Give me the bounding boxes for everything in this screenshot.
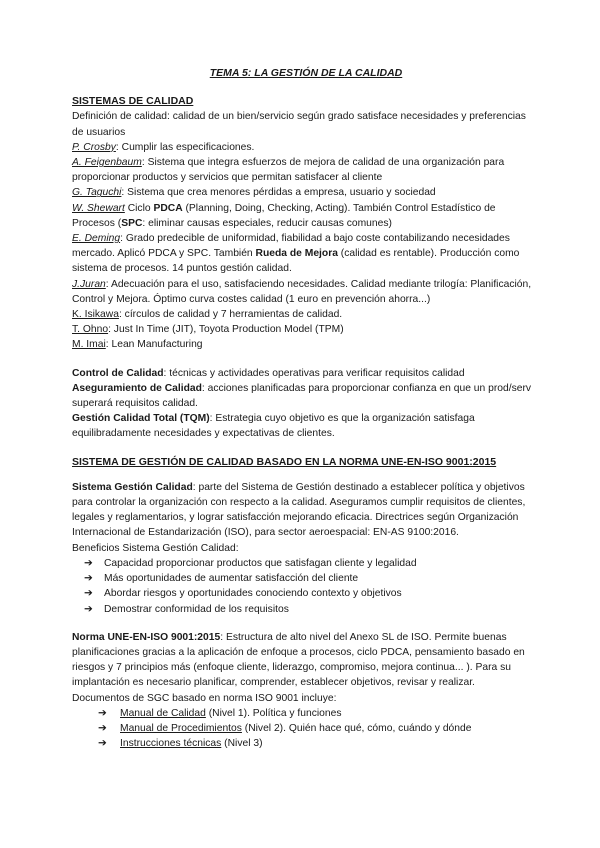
author-name: P. Crosby — [72, 141, 116, 153]
author-name: M. Imai — [72, 339, 106, 351]
arrow-icon: ➔ — [84, 603, 93, 615]
definition-paragraph: Definición de calidad: calidad de un bien/servicio según grado satisface necesidades y preferencias de usuarios — [72, 111, 526, 138]
arrow-icon: ➔ — [84, 573, 93, 585]
author-taguchi: G. Taguchi: Sistema que crea menores pérdidas a empresa, usuario y sociedad — [72, 187, 436, 199]
doc-link[interactable]: Manual de Calidad — [120, 707, 206, 719]
arrow-icon: ➔ — [84, 588, 93, 600]
arrow-icon: ➔ — [98, 707, 107, 719]
author-shewart: W. Shewart Ciclo PDCA (Planning, Doing, Checking, Acting). También Control Estadístico de Procesos (SPC: eliminar causas especiales, reducir causas comunes) — [72, 202, 496, 229]
author-feigenbaum: A. Feigenbaum: Sistema que integra esfuerzos de mejora de calidad de una organización para proporcionar productos y servicios que permitan satisfacer al cliente — [72, 157, 505, 184]
author-name: K. Isikawa — [72, 309, 119, 321]
author-name: E. Deming — [72, 233, 121, 245]
document-page — [72, 66, 540, 751]
author-juran: J.Juran: Adecuación para el uso, satisfaciendo necesidades. Calidad mediante trilogía: Planificación, Control y Mejora. Óptimo curva costes calidad (1 euro en prevención ahorra...) — [72, 278, 532, 305]
sgc-paragraph: Sistema Gestión Calidad: parte del Sistema de Gestión destinado a establecer política y objetivos para controlar la organización con respecto a la calidad. Aseguramos cumplir requisitos de clientes, legales y reglamentarios, y lograr satisfacción mejorando eficacia. Directrices según Organización Internacional de Estandarización (ISO), para sector aeroespacial: EN-AS 9100:2016. — [72, 481, 526, 539]
docs-list — [72, 706, 540, 752]
author-deming: E. Deming: Grado predecible de uniformidad, fiabilidad a bajo coste contabilizando necesidades mercado. Aplicó PDCA y SPC. También Rueda de Mejora (calidad es rentable). Producción como sistema de procesos. 14 puntos gestión calidad. — [72, 233, 520, 275]
list-item: ➔ Manual de Procedimientos (Nivel 2). Quién hace qué, cómo, cuándo y dónde — [76, 721, 540, 736]
doc-link[interactable]: Instrucciones técnicas — [120, 738, 222, 750]
author-name: A. Feigenbaum — [72, 157, 142, 169]
list-item: ➔ Instrucciones técnicas (Nivel 3) — [76, 736, 540, 751]
author-name: T. Ohno — [72, 324, 109, 336]
list-item: ➔ Demostrar conformidad de los requisitos — [76, 602, 540, 617]
author-name: J.Juran — [72, 278, 106, 290]
norma-paragraph: Norma UNE-EN-ISO 9001:2015: Estructura de alto nivel del Anexo SL de ISO. Permite buenas planificaciones gracias a la aplicación de enfoque a procesos, ciclo PDCA, pensamiento basado en riesgos y 7 principios más (enfoque cliente, liderazgo, compromiso, mejora continua... ). Para su implantación es necesario planificar, comprender, establecer objetivos, revisar y realizar. — [72, 631, 525, 689]
arrow-icon: ➔ — [98, 738, 107, 750]
docs-label: Documentos de SGC basado en norma ISO 9001 incluye: — [72, 692, 337, 704]
benefits-label: Beneficios Sistema Gestión Calidad: — [72, 542, 239, 554]
benefits-list — [72, 556, 540, 617]
author-ohno: T. Ohno: Just In Time (JIT), Toyota Production Model (TPM) — [72, 324, 344, 336]
term-aseguramiento: Aseguramiento de Calidad: acciones planificadas para proporcionar confianza en que un prod/serv superará requisitos calidad. — [72, 382, 532, 410]
author-imai: M. Imai: Lean Manufacturing — [72, 339, 203, 351]
author-name: G. Taguchi — [72, 187, 122, 199]
page-title: TEMA 5: LA GESTIÓN DE LA CALIDAD — [209, 67, 403, 79]
list-item: ➔ Abordar riesgos y oportunidades conociendo contexto y objetivos — [76, 586, 540, 601]
list-item: ➔ Más oportunidades de aumentar satisfacción del cliente — [76, 571, 540, 586]
list-item: ➔ Manual de Calidad (Nivel 1). Política y funciones — [76, 706, 540, 721]
doc-link[interactable]: Manual de Procedimientos — [120, 722, 242, 734]
author-isikawa: K. Isikawa: círculos de calidad y 7 herramientas de calidad. — [72, 309, 343, 321]
section-heading-sgc: SISTEMA DE GESTIÓN DE CALIDAD BASADO EN LA NORMA UNE-EN-ISO 9001:2015 — [72, 455, 497, 468]
term-tqm: Gestión Calidad Total (TQM): Estrategia cuyo objetivo es que la organización satisfaga equilibradamente necesidades y expectativas de clientes. — [72, 413, 475, 440]
section-heading-sistemas: SISTEMAS DE CALIDAD — [72, 95, 194, 108]
arrow-icon: ➔ — [84, 557, 93, 569]
arrow-icon: ➔ — [98, 722, 107, 734]
author-name: W. Shewart — [72, 202, 125, 214]
author-crosby: P. Crosby: Cumplir las especificaciones. — [72, 141, 255, 153]
term-control-calidad: Control de Calidad: técnicas y actividades operativas para verificar requisitos calidad — [72, 367, 465, 379]
list-item: ➔ Capacidad proporcionar productos que satisfagan cliente y legalidad — [76, 556, 540, 571]
